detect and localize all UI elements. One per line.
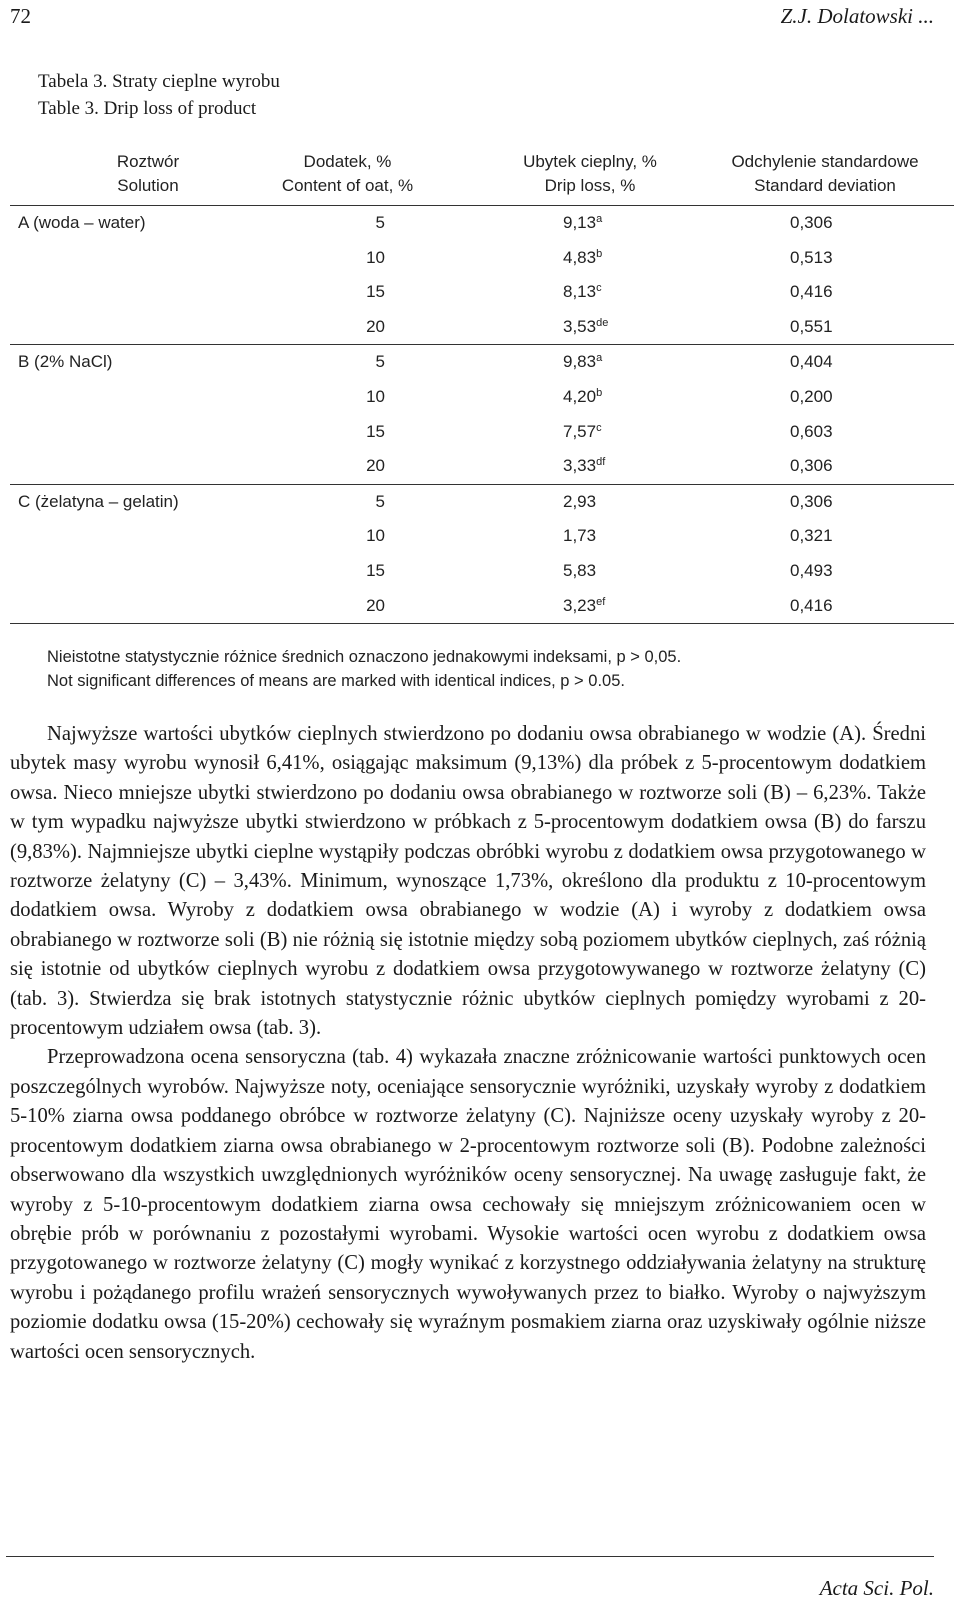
table-body <box>10 206 954 624</box>
std-dev-cell: 0,493 <box>790 560 833 580</box>
significance-index: ef <box>596 595 606 608</box>
table-row <box>10 485 954 520</box>
note-en: Not significant differences of means are marked with identical indices, p > 0.05. <box>47 672 625 690</box>
table-row <box>10 380 954 415</box>
content-cell: 10 <box>366 247 385 267</box>
caption-pl: Tabela 3. Straty cieplne wyrobu <box>38 71 280 92</box>
solution-cell: B (2% NaCl) <box>18 352 113 372</box>
drip-loss-value: 9,83 <box>563 352 597 372</box>
journal-footer: Acta Sci. Pol. <box>819 1576 934 1600</box>
drip-loss-value: 1,73 <box>563 526 597 546</box>
drip-loss-cell <box>563 492 596 512</box>
significance-index: de <box>596 316 609 329</box>
drip-loss-cell <box>563 456 605 476</box>
table-note <box>47 645 681 693</box>
content-cell: 15 <box>366 560 385 580</box>
table-group <box>10 206 954 345</box>
std-dev-cell: 0,551 <box>790 316 833 336</box>
std-dev-cell: 0,306 <box>790 213 833 232</box>
content-cell: 5 <box>375 491 385 511</box>
table-row <box>10 206 954 241</box>
content-cell: 5 <box>375 352 385 372</box>
drip-loss-cell <box>563 213 602 233</box>
significance-index: a <box>596 213 603 225</box>
note-pl: Nieistotne statystycznie różnice średnich oznaczono jednakowymi indeksami, p > 0,05. <box>47 648 682 666</box>
drip-loss-cell <box>563 561 596 581</box>
drip-loss-cell <box>563 596 605 616</box>
std-dev-cell: 0,416 <box>790 282 833 302</box>
drip-loss-cell <box>563 352 602 372</box>
table-row <box>10 275 954 310</box>
content-cell: 15 <box>366 421 385 441</box>
std-dev-cell: 0,306 <box>790 491 833 511</box>
content-cell: 20 <box>366 316 385 336</box>
table-header <box>10 145 954 206</box>
std-dev-cell: 0,416 <box>790 595 833 615</box>
std-dev-cell: 0,603 <box>790 421 833 441</box>
running-author: Z.J. Dolatowski ... <box>780 4 934 28</box>
page-number: 72 <box>10 4 31 28</box>
content-cell: 15 <box>366 282 385 302</box>
table-row <box>10 519 954 554</box>
header-std-dev: Odchylenie standardowe Standard deviation <box>731 152 919 195</box>
table-group <box>10 485 954 624</box>
drip-loss-cell <box>563 282 602 302</box>
drip-loss-value: 2,93 <box>563 491 597 511</box>
drip-loss-value: 9,13 <box>563 213 597 232</box>
drip-loss-value: 3,23 <box>563 595 597 615</box>
significance-index: df <box>596 456 606 469</box>
footer-rule <box>6 1556 934 1557</box>
content-cell: 20 <box>366 595 385 615</box>
header-solution: Roztwór Solution <box>116 152 180 195</box>
content-cell: 10 <box>366 526 385 546</box>
caption-en: Table 3. Drip loss of product <box>38 98 257 119</box>
table-row <box>10 345 954 380</box>
drip-loss-value: 4,83 <box>563 247 597 267</box>
drip-loss-cell <box>563 526 596 546</box>
significance-index: b <box>596 386 603 399</box>
table-row <box>10 310 954 345</box>
significance-index: c <box>596 282 602 295</box>
significance-index: b <box>596 247 603 260</box>
header-content: Dodatek, % Content of oat, % <box>281 152 414 195</box>
table-group <box>10 345 954 484</box>
drip-loss-value: 8,13 <box>563 282 597 302</box>
header-drip-loss: Ubytek cieplny, % Drip loss, % <box>523 152 657 195</box>
drip-loss-cell <box>563 387 602 407</box>
std-dev-cell: 0,513 <box>790 247 833 267</box>
content-cell: 20 <box>366 456 385 476</box>
drip-loss-table <box>10 145 954 624</box>
solution-cell: C (żelatyna – gelatin) <box>18 491 179 511</box>
solution-cell: A (woda – water) <box>18 213 146 232</box>
drip-loss-cell <box>563 422 602 442</box>
drip-loss-cell <box>563 317 608 337</box>
content-cell: 5 <box>375 213 385 232</box>
table-row <box>10 241 954 276</box>
drip-loss-value: 3,53 <box>563 316 597 336</box>
body-text <box>10 720 926 1367</box>
paragraph: Najwyższe wartości ubytków cieplnych stwierdzono po dodaniu owsa obrabianego w wodzie (A). Średni ubytek masy wyrobu wynosił 6,41%, osiągając maksimum (9,13%) dla próbek z 5-procentowym dodatkiem owsa. Nieco mniejsze ubytki stwierdzono po dodaniu owsa obrabianego w roztworze soli (B) – 6,23%. Także w tym wypadku najwyższe ubytki stwierdzono w próbkach z 5-procentowym dodatkiem owsa (B) do farszu (9,83%). Najmniejsze ubytki cieplne wystąpiły podczas obróbki wyrobu z dodatkiem owsa przygotowanego w roztworze żelatyny (C) – 3,43%. Minimum, wynoszące 1,73%, określono dla produktu z 10-procentowym dodatkiem owsa. Wyroby z dodatkiem owsa obrabianego w wodzie (A) i wyroby z dodatkiem owsa obrabianego w roztworze soli (B) nie różnią się istotnie między sobą poziomem ubytków cieplnych, zaś różnią się istotnie od ubytków cieplnych wyrobu z dodatkiem owsa przygotowywanego w roztworze żelatyny (C) (tab. 3). Stwierdza się brak istotnych statystycznie różnic ubytków cieplnych pomiędzy wyrobami z 20-procentowym udziałem owsa (tab. 3). <box>10 723 926 1040</box>
table-row <box>10 449 954 484</box>
paragraph: Przeprowadzona ocena sensoryczna (tab. 4) wykazała znaczne zróżnicowanie wartości punktowych ocen poszczególnych wyrobów. Najwyższe noty, oceniające sensorycznie wyróżniki, uzyskały wyroby z dodatkiem 5-10% ziarna owsa poddanego obróbce w roztworze żelatyny (C). Najniższe oceny uzyskały wyroby z 20-procentowym dodatkiem ziarna owsa obrabianego w 2-procentowym roztworze soli (B). Podobne zależności obserwowano dla wszystkich uwzględnionych wyróżników oceny sensorycznej. Na uwagę zasługuje fakt, że wyroby z 5-10-procentowym dodatkiem ziarna owsa cechowały się mniejszym zróżnicowaniem ocen w obrębie prób w porównaniu z pozostałymi wyrobami. Wysokie wartości ocen wyrobu z dodatkiem owsa przygotowanego w roztworze żelatyny (C) mogły wynikać z korzystnego oddziaływania żelatyny na strukturę wyrobu i pożądanego profilu wrażeń sensorycznych wywoływanych przez to białko. Wyroby o najwyższym poziomie dodatku owsa (15-20%) cechowały się wyraźnym posmakiem ziarna oraz uzyskiwały ogólnie niższe wartości ocen sensorycznych. <box>10 1046 926 1363</box>
table-row <box>10 415 954 450</box>
page-header <box>10 4 934 32</box>
drip-loss-value: 4,20 <box>563 386 597 406</box>
drip-loss-value: 7,57 <box>563 421 597 441</box>
std-dev-cell: 0,321 <box>790 526 833 546</box>
table-caption <box>38 68 280 122</box>
table-row <box>10 554 954 589</box>
std-dev-cell: 0,306 <box>790 456 833 476</box>
std-dev-cell: 0,404 <box>790 352 833 372</box>
table-row <box>10 589 954 624</box>
drip-loss-value: 3,33 <box>563 456 597 476</box>
drip-loss-cell <box>563 248 602 268</box>
std-dev-cell: 0,200 <box>790 386 833 406</box>
significance-index: a <box>596 352 603 365</box>
content-cell: 10 <box>366 386 385 406</box>
drip-loss-value: 5,83 <box>563 560 597 580</box>
significance-index: c <box>596 421 602 434</box>
